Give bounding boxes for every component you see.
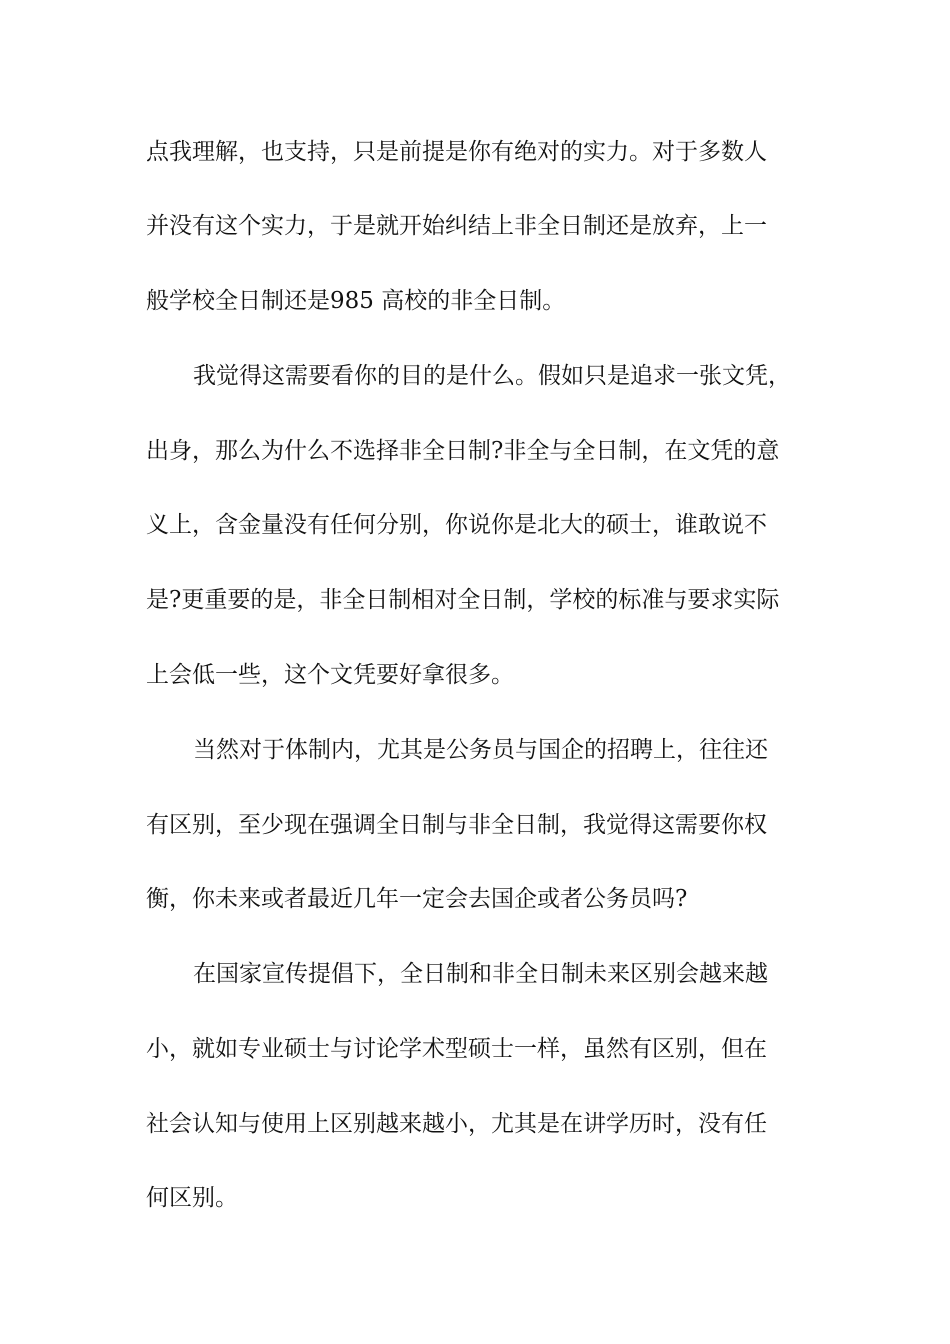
text-line: 衡，你未来或者最近几年一定会去国企或者公务员吗? <box>146 886 688 912</box>
text-line: 并没有这个实力，于是就开始纠结上非全日制还是放弃，上一 <box>146 213 767 239</box>
paragraph-first-line: 我觉得这需要看你的目的是什么。假如只是追求一张文凭， <box>193 363 791 389</box>
text-line: 有区别，至少现在强调全日制与非全日制，我觉得这需要你权 <box>146 812 767 838</box>
text-line: 何区别。 <box>146 1185 238 1211</box>
text-line: 是?更重要的是，非全日制相对全日制，学校的标准与要求实际 <box>146 587 780 613</box>
text-line: 般学校全日制还是985 高校的非全日制。 <box>146 288 566 314</box>
paragraph-first-line: 当然对于体制内，尤其是公务员与国企的招聘上，往往还 <box>193 737 768 763</box>
text-line: 社会认知与使用上区别越来越小，尤其是在讲学历时，没有任 <box>146 1111 767 1137</box>
text-line: 上会低一些，这个文凭要好拿很多。 <box>146 662 514 688</box>
text-line: 点我理解，也支持，只是前提是你有绝对的实力。对于多数人 <box>146 139 767 165</box>
text-line: 小，就如专业硕士与讨论学术型硕士一样，虽然有区别，但在 <box>146 1036 767 1062</box>
text-line: 义上，含金量没有任何分别，你说你是北大的硕士，谁敢说不 <box>146 512 767 538</box>
paragraph-first-line: 在国家宣传提倡下，全日制和非全日制未来区别会越来越 <box>193 961 768 987</box>
text-line: 出身，那么为什么不选择非全日制?非全与全日制，在文凭的意 <box>146 438 780 464</box>
